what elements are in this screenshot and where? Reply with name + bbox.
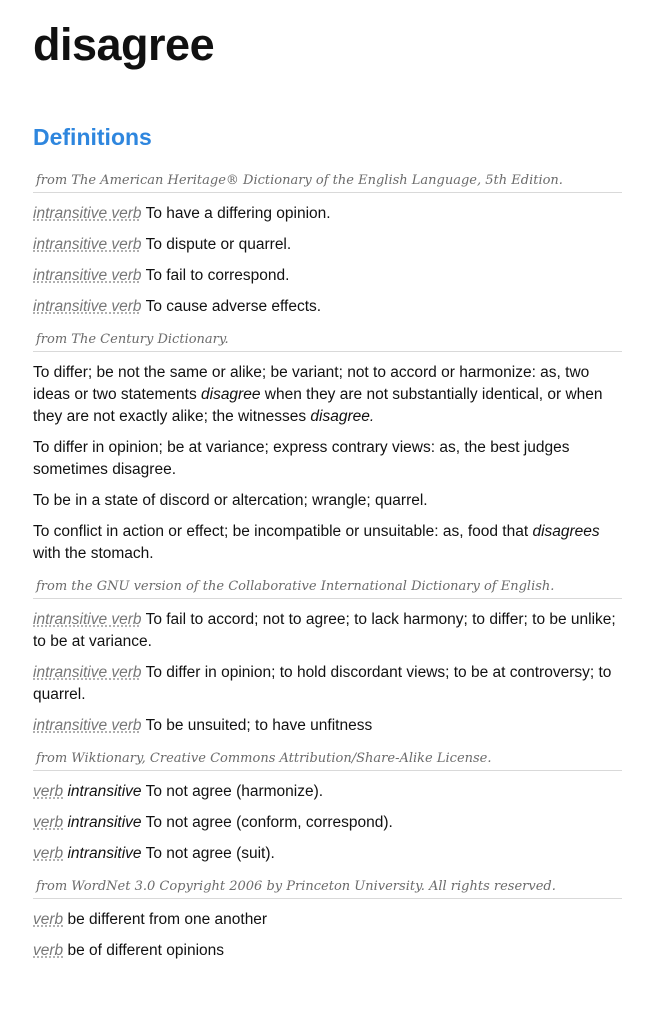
definition-text: To differ in opinion; be at variance; express contrary views: as, the best judges sometimes disagree. bbox=[33, 439, 570, 478]
definition-text: To not agree (suit). bbox=[145, 845, 275, 862]
source-attribution: from The American Heritage® Dictionary of the English Language, 5th Edition. bbox=[33, 172, 622, 193]
section-heading-definitions: Definitions bbox=[33, 124, 152, 150]
definition-item bbox=[33, 940, 622, 962]
definition-item bbox=[33, 490, 622, 512]
source-group-american-heritage bbox=[33, 172, 622, 318]
definition-item bbox=[33, 265, 622, 287]
definition-text: To differ; be not the same or alike; be variant; not to accord or harmonize: as, two ideas or two statements bbox=[33, 364, 590, 403]
definition-item bbox=[33, 296, 622, 318]
emphasized-word: disagree bbox=[201, 386, 261, 403]
part-of-speech-link[interactable]: verb bbox=[33, 783, 64, 800]
definition-item bbox=[33, 781, 622, 803]
definition-item bbox=[33, 662, 622, 706]
part-of-speech-link[interactable]: intransitive verb bbox=[33, 664, 142, 681]
source-attribution: from Wiktionary, Creative Commons Attribution/Share-Alike License. bbox=[33, 750, 622, 771]
source-group-century bbox=[33, 331, 622, 565]
source-group-wiktionary bbox=[33, 750, 622, 865]
part-of-speech-link[interactable]: verb bbox=[33, 814, 64, 831]
definition-text: To fail to accord; not to agree; to lack harmony; to differ; to be unlike; to be at variance. bbox=[33, 611, 616, 650]
definition-text: To be unsuited; to have unfitness bbox=[145, 717, 373, 734]
definition-text: To cause adverse effects. bbox=[145, 298, 322, 315]
definition-item bbox=[33, 715, 622, 737]
usage-label: intransitive bbox=[67, 845, 142, 862]
part-of-speech-link[interactable]: intransitive verb bbox=[33, 205, 142, 222]
definition-item bbox=[33, 609, 622, 653]
definition-text: To differ in opinion; to hold discordant views; to be at controversy; to quarrel. bbox=[33, 664, 612, 703]
emphasized-word: disagree. bbox=[310, 408, 375, 425]
part-of-speech-link[interactable]: intransitive verb bbox=[33, 717, 142, 734]
definition-item bbox=[33, 521, 622, 565]
definition-list bbox=[33, 203, 622, 318]
part-of-speech-link[interactable]: verb bbox=[33, 942, 64, 959]
definition-text: To conflict in action or effect; be incompatible or unsuitable: as, food that bbox=[33, 523, 533, 540]
definition-item bbox=[33, 812, 622, 834]
usage-label: intransitive bbox=[67, 783, 142, 800]
definition-item bbox=[33, 843, 622, 865]
definition-list bbox=[33, 781, 622, 865]
definition-item bbox=[33, 203, 622, 225]
definition-list bbox=[33, 609, 622, 737]
definition-text: To not agree (harmonize). bbox=[145, 783, 324, 800]
source-attribution: from WordNet 3.0 Copyright 2006 by Princeton University. All rights reserved. bbox=[33, 878, 622, 899]
definition-text: with the stomach. bbox=[33, 545, 154, 562]
part-of-speech-link[interactable]: intransitive verb bbox=[33, 298, 142, 315]
source-attribution: from the GNU version of the Collaborative International Dictionary of English. bbox=[33, 578, 622, 599]
definition-list bbox=[33, 909, 622, 962]
definition-text: To not agree (conform, correspond). bbox=[145, 814, 393, 831]
definition-text: when they are not substantially identical, or when they are not exactly alike; the witnesses bbox=[33, 386, 603, 425]
definition-text: To fail to correspond. bbox=[145, 267, 290, 284]
definition-item bbox=[33, 234, 622, 256]
part-of-speech-link[interactable]: intransitive verb bbox=[33, 611, 142, 628]
definition-text: be of different opinions bbox=[67, 942, 225, 959]
definition-item bbox=[33, 362, 622, 428]
definition-item bbox=[33, 437, 622, 481]
definition-list bbox=[33, 362, 622, 565]
source-group-gnu-cide bbox=[33, 578, 622, 737]
source-attribution: from The Century Dictionary. bbox=[33, 331, 622, 352]
source-group-wordnet bbox=[33, 878, 622, 962]
emphasized-word: disagrees bbox=[532, 523, 600, 540]
part-of-speech-link[interactable]: verb bbox=[33, 911, 64, 928]
part-of-speech-link[interactable]: intransitive verb bbox=[33, 267, 142, 284]
page-title: disagree bbox=[33, 19, 215, 70]
definition-text: To have a differing opinion. bbox=[145, 205, 331, 222]
definition-text: To dispute or quarrel. bbox=[145, 236, 292, 253]
usage-label: intransitive bbox=[67, 814, 142, 831]
part-of-speech-link[interactable]: intransitive verb bbox=[33, 236, 142, 253]
part-of-speech-link[interactable]: verb bbox=[33, 845, 64, 862]
definition-text: To be in a state of discord or altercation; wrangle; quarrel. bbox=[33, 492, 428, 509]
definition-item bbox=[33, 909, 622, 931]
definition-text: be different from one another bbox=[67, 911, 268, 928]
